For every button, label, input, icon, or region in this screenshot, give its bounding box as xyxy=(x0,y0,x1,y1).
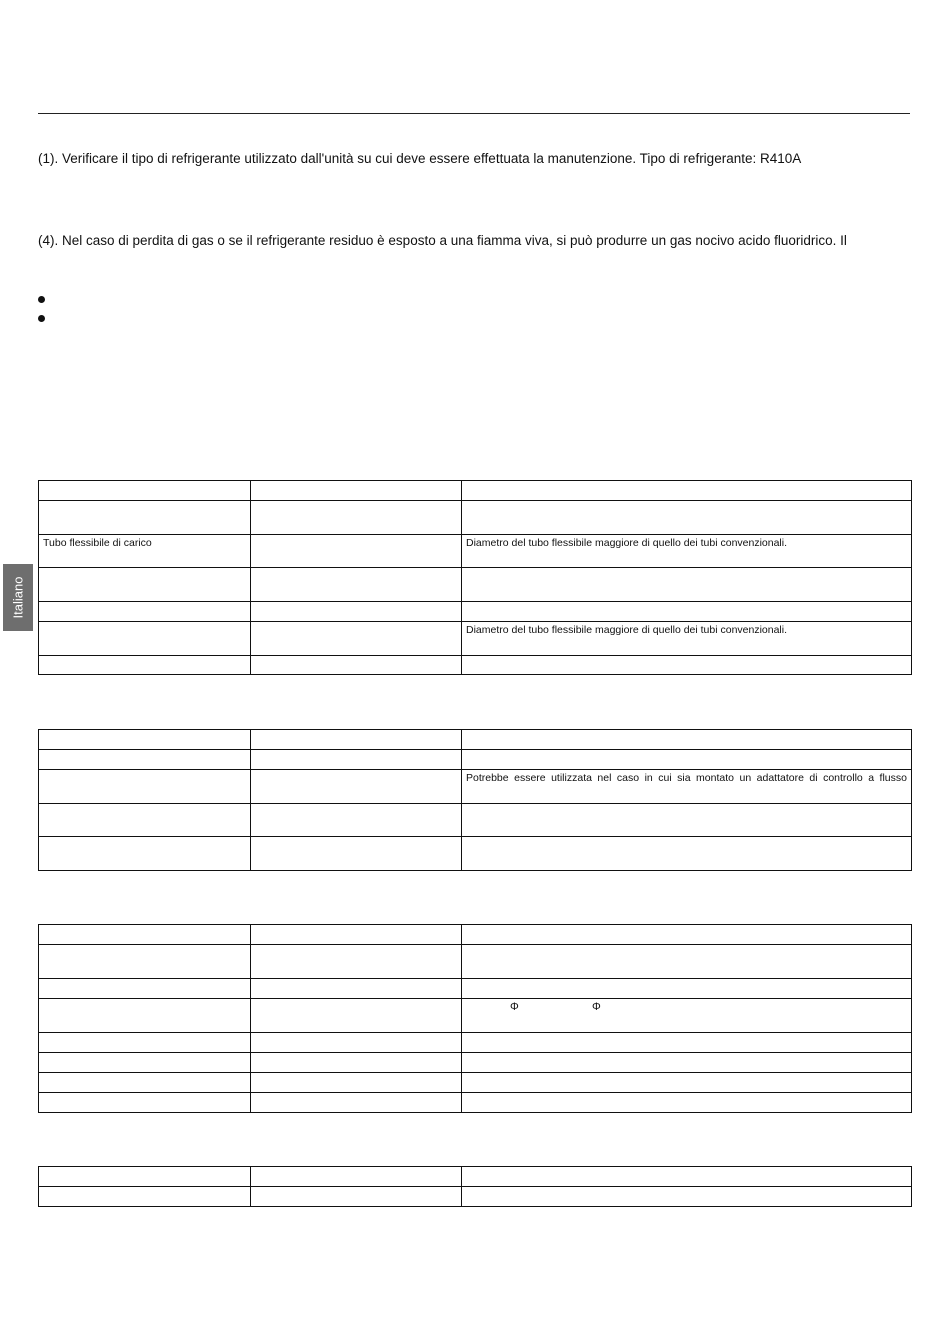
table-cell xyxy=(251,1093,462,1113)
table-cell xyxy=(39,1033,251,1053)
table-cell xyxy=(39,568,251,602)
table-4 xyxy=(38,1166,912,1207)
table-row xyxy=(39,730,912,750)
table-row xyxy=(39,656,912,675)
table-cell xyxy=(251,656,462,675)
table-cell xyxy=(39,945,251,979)
table-row xyxy=(39,999,912,1033)
table-row xyxy=(39,979,912,999)
paragraph-4: (4). Nel caso di perdita di gas o se il refrigerante residuo è esposto a una fiamma viva, si può produrre un gas nocivo acido fluoridrico. Il xyxy=(38,233,847,248)
table-cell xyxy=(251,945,462,979)
table-cell xyxy=(39,481,251,501)
table-cell xyxy=(39,750,251,770)
table-row xyxy=(39,1053,912,1073)
table-cell xyxy=(251,979,462,999)
table-cell xyxy=(39,622,251,656)
phi-symbol-2: Φ xyxy=(592,1001,601,1013)
phi-symbol-1: Φ xyxy=(510,1001,519,1013)
bullet-1 xyxy=(38,296,45,303)
table-cell xyxy=(462,602,912,622)
table-cell xyxy=(462,568,912,602)
table-cell xyxy=(39,837,251,871)
table-cell xyxy=(251,837,462,871)
table-cell xyxy=(462,730,912,750)
table-cell xyxy=(251,1167,462,1187)
table-cell xyxy=(39,770,251,804)
table-cell xyxy=(251,1073,462,1093)
table-1 xyxy=(38,480,912,675)
table-cell xyxy=(462,999,912,1033)
header-rule xyxy=(38,113,910,114)
table-cell xyxy=(462,804,912,837)
table-row xyxy=(39,770,912,804)
table-cell xyxy=(39,1073,251,1093)
paragraph-1: (1). Verificare il tipo di refrigerante utilizzato dall'unità su cui deve essere effettuata la manutenzione. Tipo di refrigerante: R410A xyxy=(38,151,802,166)
table-cell xyxy=(251,1033,462,1053)
table-cell xyxy=(251,770,462,804)
table-cell xyxy=(251,535,462,568)
table-row xyxy=(39,837,912,871)
table-row xyxy=(39,481,912,501)
table-cell xyxy=(39,501,251,535)
table-row xyxy=(39,501,912,535)
table-cell xyxy=(251,568,462,602)
table-cell xyxy=(39,979,251,999)
table-cell xyxy=(39,804,251,837)
table-cell xyxy=(251,481,462,501)
table-row xyxy=(39,925,912,945)
table-row xyxy=(39,1187,912,1207)
table-cell xyxy=(462,1187,912,1207)
table-cell xyxy=(462,1073,912,1093)
table-cell xyxy=(462,656,912,675)
table-cell xyxy=(251,750,462,770)
table-cell xyxy=(462,945,912,979)
table-cell xyxy=(251,730,462,750)
table-cell xyxy=(462,481,912,501)
table-cell xyxy=(462,925,912,945)
language-side-tab xyxy=(3,564,33,631)
table-cell xyxy=(251,602,462,622)
table-cell xyxy=(39,1167,251,1187)
table-3 xyxy=(38,924,912,1113)
table-cell xyxy=(39,602,251,622)
table-cell xyxy=(462,979,912,999)
table-cell xyxy=(462,1093,912,1113)
table-cell xyxy=(251,925,462,945)
table-row xyxy=(39,1093,912,1113)
table-row xyxy=(39,750,912,770)
table-cell xyxy=(462,1033,912,1053)
table-cell xyxy=(251,622,462,656)
table-cell xyxy=(39,999,251,1033)
table-row xyxy=(39,1167,912,1187)
table-cell xyxy=(251,1053,462,1073)
table-cell xyxy=(462,837,912,871)
table-row xyxy=(39,602,912,622)
table-cell: Diametro del tubo flessibile maggiore di quello dei tubi convenzionali. xyxy=(462,535,912,568)
table-cell xyxy=(39,925,251,945)
table-cell xyxy=(39,656,251,675)
table-cell xyxy=(462,750,912,770)
table-row xyxy=(39,945,912,979)
table-cell: Potrebbe essere utilizzata nel caso in cui sia montato un adattatore di controllo a flusso xyxy=(462,770,912,804)
table-row xyxy=(39,1033,912,1053)
table-2 xyxy=(38,729,912,871)
language-label: Italiano xyxy=(10,576,26,619)
table-row xyxy=(39,804,912,837)
table-cell xyxy=(462,501,912,535)
table-cell xyxy=(39,1053,251,1073)
table-cell xyxy=(251,999,462,1033)
table-cell xyxy=(39,730,251,750)
table-cell xyxy=(251,501,462,535)
bullet-2 xyxy=(38,315,45,322)
table-cell xyxy=(462,1053,912,1073)
table-cell xyxy=(251,804,462,837)
table-cell xyxy=(39,1187,251,1207)
table-cell: Tubo flessibile di carico xyxy=(39,535,251,568)
table-cell xyxy=(39,1093,251,1113)
table-row xyxy=(39,568,912,602)
table-cell xyxy=(251,1187,462,1207)
table-cell xyxy=(462,1167,912,1187)
table-cell: Diametro del tubo flessibile maggiore di quello dei tubi convenzionali. xyxy=(462,622,912,656)
table-row xyxy=(39,1073,912,1093)
table-row xyxy=(39,535,912,568)
table-row xyxy=(39,622,912,656)
